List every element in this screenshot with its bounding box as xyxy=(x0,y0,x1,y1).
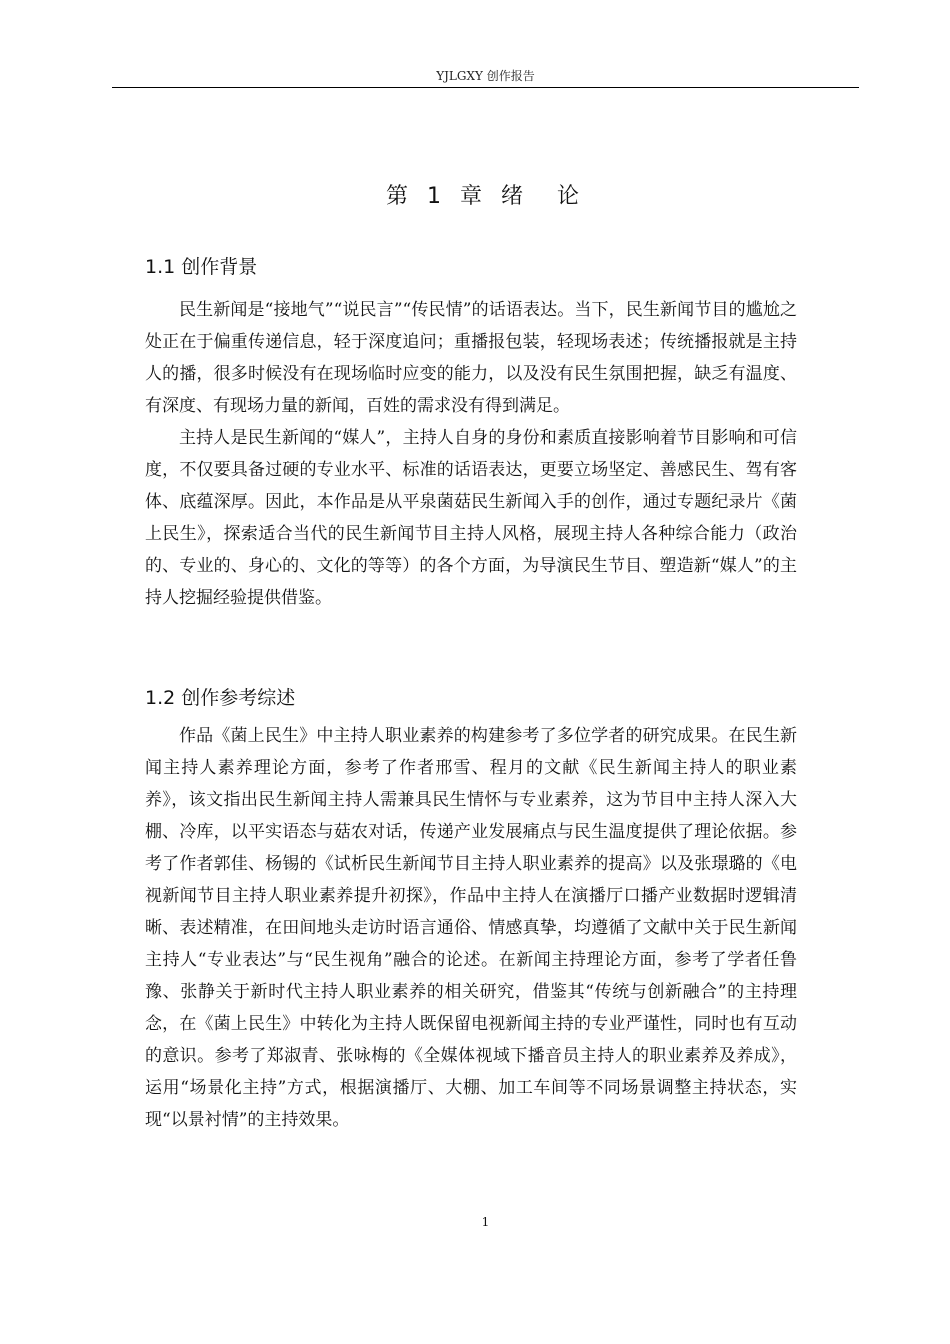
section-body-1-1 xyxy=(145,294,797,614)
header-rule xyxy=(112,87,859,88)
page-number: 1 xyxy=(481,1215,490,1229)
section-heading-1-2: 1.2 创作参考综述 xyxy=(145,687,296,709)
paragraph: 民生新闻是“接地气”“说民言”“传民情”的话语表达。当下，民生新闻节目的尴尬之处正在于偏重传递信息，轻于深度追问；重播报包装，轻现场表述；传统播报就是主持人的播，很多时候没有在现场临时应变的能力，以及没有民生氛围把握，缺乏有温度、有深度、有现场力量的新闻，百姓的需求没有得到满足。 xyxy=(145,300,797,416)
chapter-title: 第 1 章 绪 论 xyxy=(386,184,585,209)
section-body-1-2 xyxy=(145,720,797,1136)
section-heading-1-1: 1.1 创作背景 xyxy=(145,256,258,278)
paragraph: 主持人是民生新闻的“媒人”，主持人自身的身份和素质直接影响着节目影响和可信度，不仅要具备过硬的专业水平、标准的话语表达，更要立场坚定、善感民生、驾有客体、底蕴深厚。因此，本作品是从平泉菌菇民生新闻入手的创作，通过专题纪录片《菌上民生》，探索适合当代的民生新闻节目主持人风格，展现主持人各种综合能力（政治的、专业的、身心的、文化的等等）的各个方面，为导演民生节目、塑造新“媒人”的主持人挖掘经验提供借鉴。 xyxy=(145,428,797,608)
paragraph: 作品《菌上民生》中主持人职业素养的构建参考了多位学者的研究成果。在民生新闻主持人素养理论方面，参考了作者邢雪、程月的文献《民生新闻主持人的职业素养》，该文指出民生新闻主持人需兼具民生情怀与专业素养，这为节目中主持人深入大棚、冷库，以平实语态与菇农对话，传递产业发展痛点与民生温度提供了理论依据。参考了作者郭佳、杨锡的《试析民生新闻节目主持人职业素养的提高》以及张璟璐的《电视新闻节目主持人职业素养提升初探》，作品中主持人在演播厅口播产业数据时逻辑清晰、表述精准，在田间地头走访时语言通俗、情感真挚，均遵循了文献中关于民生新闻主持人“专业表达”与“民生视角”融合的论述。在新闻主持理论方面，参考了学者任鲁豫、张静关于新时代主持人职业素养的相关研究，借鉴其“传统与创新融合”的主持理念，在《菌上民生》中转化为主持人既保留电视新闻主持的专业严谨性，同时也有互动的意识。参考了郑淑青、张咏梅的《全媒体视域下播音员主持人的职业素养及养成》，运用“场景化主持”方式，根据演播厅、大棚、加工车间等不同场景调整主持状态，实现“以景衬情”的主持效果。 xyxy=(145,726,797,1130)
running-header: YJLGXY 创作报告 xyxy=(436,69,535,83)
